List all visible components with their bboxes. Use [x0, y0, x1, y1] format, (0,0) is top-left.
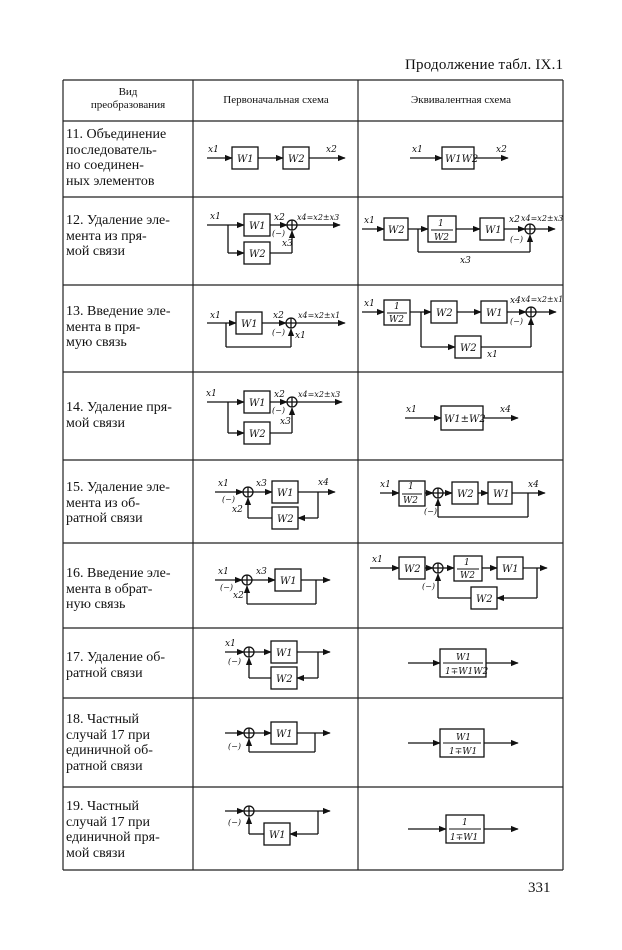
block-label: 1 — [438, 219, 444, 229]
row-label-line: 13. Введение эле- — [66, 304, 171, 319]
signal-label: x2 — [233, 591, 244, 601]
sign-label: (−) — [220, 583, 233, 592]
signal-label: x1 — [364, 299, 375, 309]
block-label: W1 — [269, 830, 286, 841]
row-label-line: единичной об- — [66, 743, 153, 758]
signal-label: x1 — [206, 389, 217, 399]
block-label: W2 — [388, 225, 405, 236]
row-label-line: мента в обрат- — [66, 581, 153, 597]
signal-label: x1 — [406, 405, 417, 415]
row-label-line: ных элементов — [66, 173, 155, 189]
signal-label: x1 — [218, 479, 229, 489]
page-number: 331 — [528, 880, 551, 896]
row-label-line: единичной пря- — [66, 830, 160, 845]
row-label-line: 19. Частный — [66, 799, 140, 814]
signal-label: x4=x2±x3 — [297, 213, 340, 222]
sign-label: (−) — [228, 818, 241, 827]
block-label: W2 — [457, 489, 474, 500]
block-label: 1∓W1 — [449, 747, 478, 757]
block-label: W2 — [476, 594, 493, 605]
block-label: W1 — [276, 729, 293, 740]
diagram-13-equivalent — [362, 300, 556, 358]
block-label: W2 — [276, 674, 293, 685]
signal-label: x4=x2±x3 — [298, 390, 341, 399]
row-label-line: 18. Частный — [66, 712, 140, 727]
block-label: W1 — [276, 648, 293, 659]
sign-label: (−) — [272, 229, 285, 238]
signal-label: x2 — [273, 311, 284, 321]
row-label-line: 12. Удаление эле- — [66, 213, 170, 228]
block-label: W2 — [288, 154, 305, 165]
row-label-line: мента из пря- — [66, 228, 147, 244]
signal-label: x4=x2±x1 — [298, 311, 341, 320]
signal-label: x2 — [274, 213, 285, 223]
block-label: W1 — [237, 154, 254, 165]
block-label: W1W2 — [445, 154, 479, 165]
signal-label: x1 — [372, 555, 383, 565]
block-label: 1 — [464, 558, 470, 568]
block-label: W1 — [493, 489, 510, 500]
row-label-line: 15. Удаление эле- — [66, 480, 170, 495]
sign-label: (−) — [272, 406, 285, 415]
block-label: W1 — [241, 319, 258, 330]
block-label: W1 — [502, 564, 519, 575]
header-col-equivalent: Эквивалентная схема — [411, 94, 511, 106]
sign-label: (−) — [424, 507, 437, 516]
header-col-original: Первоначальная схема — [223, 94, 329, 106]
block-label: W2 — [404, 564, 421, 575]
block-label: W2 — [249, 429, 266, 440]
sign-label: (−) — [510, 235, 523, 244]
table-caption: Продолжение табл. IX.1 — [405, 57, 564, 73]
row-label-line: ратной связи — [66, 758, 143, 774]
row-label-line: 17. Удаление об- — [66, 650, 166, 665]
block-label: 1∓W1W2 — [445, 667, 489, 677]
signal-label: x1 — [364, 216, 375, 226]
signal-label: x1 — [210, 212, 221, 222]
signal-label: x1 — [208, 145, 219, 155]
sign-label: (−) — [422, 582, 435, 591]
block-label: W1 — [249, 398, 266, 409]
signal-label: x4 — [318, 478, 329, 488]
signal-label: x2 — [326, 145, 337, 155]
signal-label: x1 — [487, 350, 498, 360]
block-label: W2 — [436, 308, 453, 319]
signal-label: x1 — [218, 567, 229, 577]
block-label: W2 — [389, 315, 404, 325]
signal-label: x2 — [232, 505, 243, 515]
signal-label: x1 — [412, 145, 423, 155]
diagram-11-original — [207, 147, 345, 169]
block-label: W1 — [249, 221, 266, 232]
block-label: W1 — [456, 733, 471, 743]
row-label-line: мой связи — [66, 244, 125, 259]
block-label: W1 — [485, 225, 502, 236]
sign-label: (−) — [510, 317, 523, 326]
block-label: W1±W2 — [444, 414, 486, 425]
sign-label: (−) — [228, 742, 241, 751]
diagram-16-equivalent — [370, 556, 547, 609]
signal-label: x4=x2±x3 — [521, 214, 564, 223]
row-label-line: мента в пря- — [66, 319, 141, 335]
row-label-line: ратной связи — [66, 665, 143, 681]
row-label-line: случай 17 при — [66, 727, 150, 743]
sign-label: (−) — [222, 495, 235, 504]
signal-label: x2 — [509, 215, 520, 225]
row-label-line: но соединен- — [66, 158, 144, 173]
block-label: W1 — [486, 308, 503, 319]
signal-label: x4 — [500, 405, 511, 415]
sign-label: (−) — [228, 657, 241, 666]
signal-label: x3 — [280, 417, 291, 427]
block-label: 1 — [408, 482, 414, 492]
signal-label: x1 — [380, 480, 391, 490]
signal-label: x4=x2±x1 — [521, 295, 564, 304]
signal-label: x3 — [282, 239, 293, 249]
signal-label: x4 — [528, 480, 539, 490]
block-label: W1 — [277, 488, 294, 499]
block-label: W1 — [280, 576, 297, 587]
signal-label: x4 — [510, 296, 521, 306]
signal-label: x2 — [496, 145, 507, 155]
block-label: 1∓W1 — [450, 833, 479, 843]
signal-label: x1 — [225, 639, 236, 649]
block-label: W1 — [456, 653, 471, 663]
row-label-line: мой связи — [66, 845, 125, 861]
signal-label: x3 — [460, 256, 471, 266]
block-label: W2 — [460, 571, 475, 581]
block-label: W2 — [460, 343, 477, 354]
signal-label: x1 — [295, 331, 306, 341]
signal-label: x2 — [274, 390, 285, 400]
header-col-type-line1: Вид — [118, 86, 138, 98]
row-label-line: 11. Объединение — [66, 127, 167, 142]
block-label: W2 — [249, 249, 266, 260]
row-label-line: 16. Введение эле- — [66, 566, 171, 581]
row-label-line: мой связи — [66, 415, 125, 431]
signal-label: x3 — [256, 567, 267, 577]
block-label: W2 — [277, 514, 294, 525]
row-label-line: 14. Удаление пря- — [66, 400, 172, 415]
row-label-line: последователь- — [66, 142, 157, 158]
row-label-line: мента из об- — [66, 495, 140, 511]
sign-label: (−) — [272, 328, 285, 337]
row-label-line: ную связь — [66, 597, 126, 612]
block-label: W2 — [434, 233, 449, 243]
row-label-line: случай 17 при — [66, 814, 150, 830]
row-label-line: ратной связи — [66, 511, 143, 526]
block-label: W2 — [403, 496, 418, 506]
signal-label: x3 — [256, 479, 267, 489]
row-label-line: мую связь — [66, 335, 127, 350]
block-label: 1 — [394, 302, 400, 312]
signal-label: x1 — [210, 311, 221, 321]
block-label: 1 — [462, 818, 468, 828]
header-col-type-line2: преобразования — [90, 99, 166, 111]
